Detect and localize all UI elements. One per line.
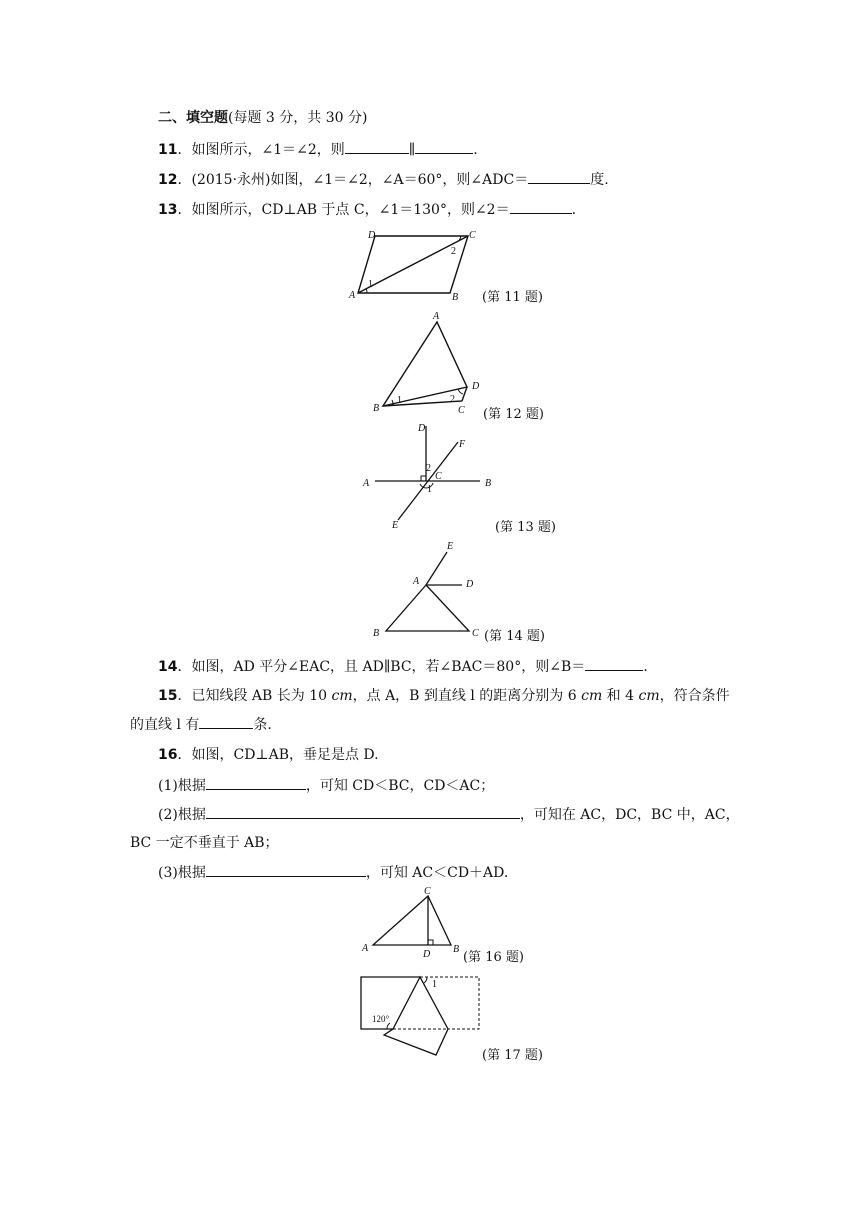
answer-blank[interactable]	[206, 862, 366, 877]
caption-11: (第 11 题)	[482, 290, 543, 305]
answer-blank[interactable]	[528, 169, 590, 184]
question-14	[158, 656, 648, 677]
angle-label: 2	[450, 394, 455, 405]
paper-solid-edge	[361, 977, 420, 1029]
point-label: D	[472, 381, 480, 392]
question-text: 和 4	[602, 688, 639, 704]
angle-arc	[458, 389, 463, 394]
point-label: A	[363, 478, 370, 489]
answer-blank[interactable]	[415, 139, 473, 154]
caption-16: (第 16 题)	[463, 950, 524, 965]
angle-label: 2	[426, 463, 431, 474]
point-label: C	[435, 471, 442, 482]
question-text: ．如图，CD⊥AB，垂足是点 D.	[177, 747, 379, 763]
question-text: ．如图，AD 平分∠EAC，且 AD∥BC，若∠BAC＝80°，则∠B＝	[177, 659, 586, 675]
folded-strip	[384, 977, 448, 1055]
point-label: D	[423, 949, 431, 960]
question-16-part-2-cont	[130, 833, 279, 853]
question-16-part-3	[158, 862, 508, 883]
question-text: .	[571, 202, 577, 218]
point-label: A	[362, 943, 369, 954]
question-number: 11	[158, 142, 178, 158]
question-text: ．如图所示，CD⊥AB 于点 C，∠1＝130°，则∠2＝	[177, 202, 510, 218]
answer-blank[interactable]	[206, 775, 306, 790]
answer-blank[interactable]	[510, 199, 572, 214]
answer-blank[interactable]	[585, 656, 643, 671]
question-12	[158, 169, 609, 190]
angle-label: 120°	[372, 1014, 390, 1024]
point-label: C	[472, 628, 479, 639]
ray-ae	[426, 552, 447, 585]
point-label: B	[373, 403, 380, 414]
question-text: 度.	[590, 172, 609, 188]
point-label: C	[469, 230, 476, 241]
caption-12: (第 12 题)	[483, 407, 544, 422]
question-number: 12	[158, 172, 178, 188]
point-label: D	[368, 230, 376, 241]
angle-label: 1	[427, 484, 432, 495]
angle-label: 2	[451, 246, 456, 257]
question-text: ，可知在 AC，DC，BC 中，AC，	[519, 807, 740, 823]
point-label: F	[459, 439, 466, 450]
question-text: 的直线 l 有	[130, 717, 200, 733]
question-16-part-2	[158, 804, 740, 825]
question-text: BC 一定不垂直于 AB；	[130, 835, 279, 851]
question-13	[158, 199, 576, 220]
figure-14	[366, 538, 486, 642]
answer-blank[interactable]	[199, 714, 253, 729]
angle-label: 1	[432, 979, 437, 990]
triangle	[386, 585, 469, 631]
caption-14: (第 14 题)	[484, 629, 545, 644]
section-title: 二、填空题	[158, 110, 228, 126]
question-number: 16	[158, 747, 178, 763]
question-text: ，符合条件	[659, 688, 730, 704]
question-text: ，点 A，B 到直线 l 的距离分别为 6	[352, 688, 582, 704]
triangle	[373, 896, 451, 945]
question-text: ，可知 AC＜CD＋AD.	[365, 865, 509, 881]
question-text: (1)根据	[158, 778, 206, 794]
diagonal	[358, 236, 468, 293]
point-label: A	[349, 290, 356, 301]
unit: cm	[331, 688, 353, 704]
question-text: .	[473, 142, 478, 158]
angle-label: 1	[397, 395, 402, 406]
section-note: (每题 3 分，共 30 分)	[228, 110, 368, 126]
point-label: A	[413, 576, 420, 587]
caption-13: (第 13 题)	[495, 520, 556, 535]
question-text: ．已知线段 AB 长为 10	[177, 688, 332, 704]
question-text: ．如图所示，∠1＝∠2，则	[177, 142, 345, 158]
paper-dashed-edge	[420, 977, 479, 1029]
question-text: ∥	[408, 142, 416, 158]
right-angle-mark	[421, 476, 426, 481]
caption-17: (第 17 题)	[482, 1048, 543, 1063]
point-label: D	[466, 579, 474, 590]
figure-11	[340, 228, 480, 303]
question-text: (3)根据	[158, 865, 206, 881]
angle-arc	[424, 977, 427, 983]
question-text: (2)根据	[158, 807, 206, 823]
right-angle-mark	[428, 940, 433, 945]
question-16	[158, 745, 379, 765]
point-label: B	[485, 478, 492, 489]
section-heading	[158, 108, 367, 128]
unit: cm	[638, 688, 660, 704]
question-11	[158, 139, 478, 160]
question-16-part-1	[158, 775, 494, 796]
question-number: 15	[158, 688, 178, 704]
point-label: C	[458, 405, 465, 416]
question-text: ，可知 CD＜BC，CD＜AC；	[305, 778, 495, 794]
question-text: 条.	[253, 717, 272, 733]
point-label: D	[418, 423, 426, 434]
point-label: A	[433, 311, 440, 322]
answer-blank[interactable]	[206, 804, 520, 819]
question-number: 13	[158, 202, 178, 218]
point-label: E	[392, 520, 399, 531]
question-15-cont	[130, 714, 272, 735]
question-text: .	[643, 659, 648, 675]
figure-16	[360, 884, 470, 962]
answer-blank[interactable]	[345, 139, 409, 154]
question-text: ．(2015·永州)如图，∠1＝∠2，∠A＝60°，则∠ADC＝	[177, 172, 529, 188]
question-15	[158, 686, 730, 706]
point-label: B	[373, 628, 380, 639]
angle-label: 1	[368, 279, 373, 290]
point-label: E	[447, 541, 454, 552]
point-label: B	[452, 292, 459, 303]
figure-12	[366, 306, 490, 418]
point-label: B	[453, 944, 460, 955]
figure-13	[360, 420, 500, 532]
figure-17	[358, 972, 486, 1058]
question-number: 14	[158, 659, 178, 675]
point-label: C	[424, 886, 431, 897]
unit: cm	[581, 688, 603, 704]
